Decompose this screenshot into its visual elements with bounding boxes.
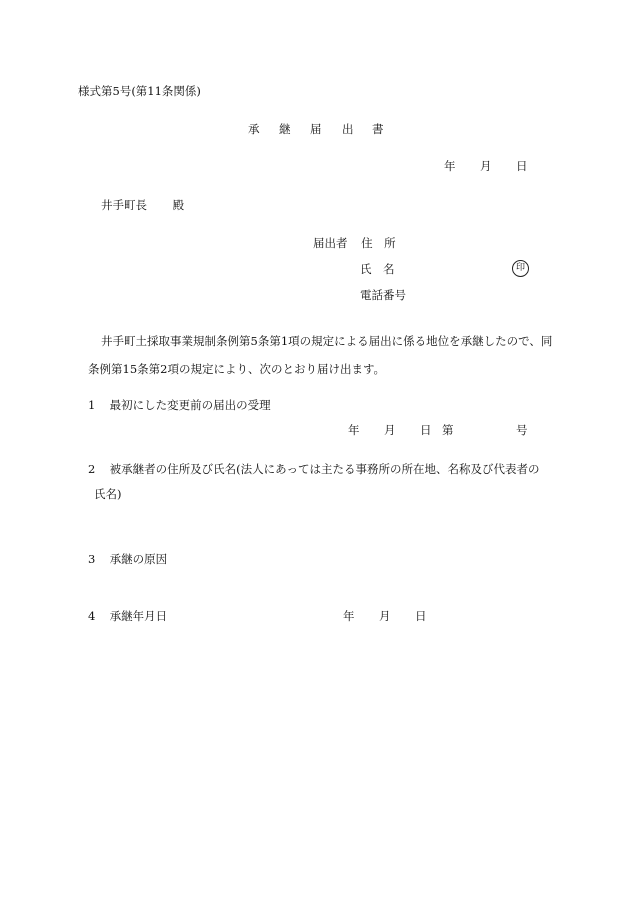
item-1	[88, 400, 271, 412]
item-4	[88, 611, 167, 623]
item-number: 3	[88, 552, 96, 566]
item-label: 承継年月日	[109, 609, 168, 623]
item1-month-label: 月	[384, 423, 396, 437]
addressee	[101, 200, 184, 212]
item-label-line2: 氏名)	[94, 487, 122, 501]
address-label: 住 所	[361, 236, 396, 250]
item1-dai-label: 第	[442, 423, 454, 437]
item-number: 4	[88, 609, 96, 623]
addressee-suffix: 殿	[172, 198, 185, 212]
title-char: 出	[342, 122, 354, 136]
date-year-label: 年	[444, 159, 456, 173]
title-char: 承	[248, 122, 260, 136]
item1-year-label: 年	[348, 423, 360, 437]
item4-month-label: 月	[379, 609, 391, 623]
submitter-block	[313, 238, 396, 250]
body-text: 井手町土採取事業規制条例第5条第1項の規定による届出に係る地位を承継したので、同条例第15条第2項の規定により、次のとおり届け出ます。	[88, 334, 553, 376]
item4-day-label: 日	[415, 609, 427, 623]
item-2-line2	[94, 489, 122, 501]
seal-mark: 印	[512, 260, 529, 277]
item-number: 2	[88, 462, 96, 476]
item1-go-label: 号	[516, 423, 528, 437]
item4-year-label: 年	[343, 609, 355, 623]
addressee-name: 井手町長	[101, 198, 147, 212]
title-char: 届	[310, 122, 322, 136]
name-label: 氏 名	[360, 262, 395, 276]
date-month-label: 月	[480, 159, 492, 173]
date-day-label: 日	[516, 159, 528, 173]
item-label: 承継の原因	[109, 552, 168, 566]
item-label: 最初にした変更前の届出の受理	[109, 398, 271, 412]
title-char: 書	[372, 122, 384, 136]
item-label-line1: 被承継者の住所及び氏名(法人にあっては主たる事務所の所在地、名称及び代表者の	[109, 462, 540, 476]
item-number: 1	[88, 398, 96, 412]
item-2	[88, 464, 540, 476]
form-number: 様式第5号(第11条関係)	[78, 84, 201, 98]
submitter-phone-row	[360, 290, 406, 302]
title-char: 継	[279, 122, 291, 136]
item1-day-label: 日	[420, 423, 432, 437]
submitter-name-row	[360, 264, 395, 276]
item-3	[88, 554, 167, 566]
submitter-label: 届出者	[313, 236, 348, 250]
phone-label: 電話番号	[360, 288, 406, 302]
